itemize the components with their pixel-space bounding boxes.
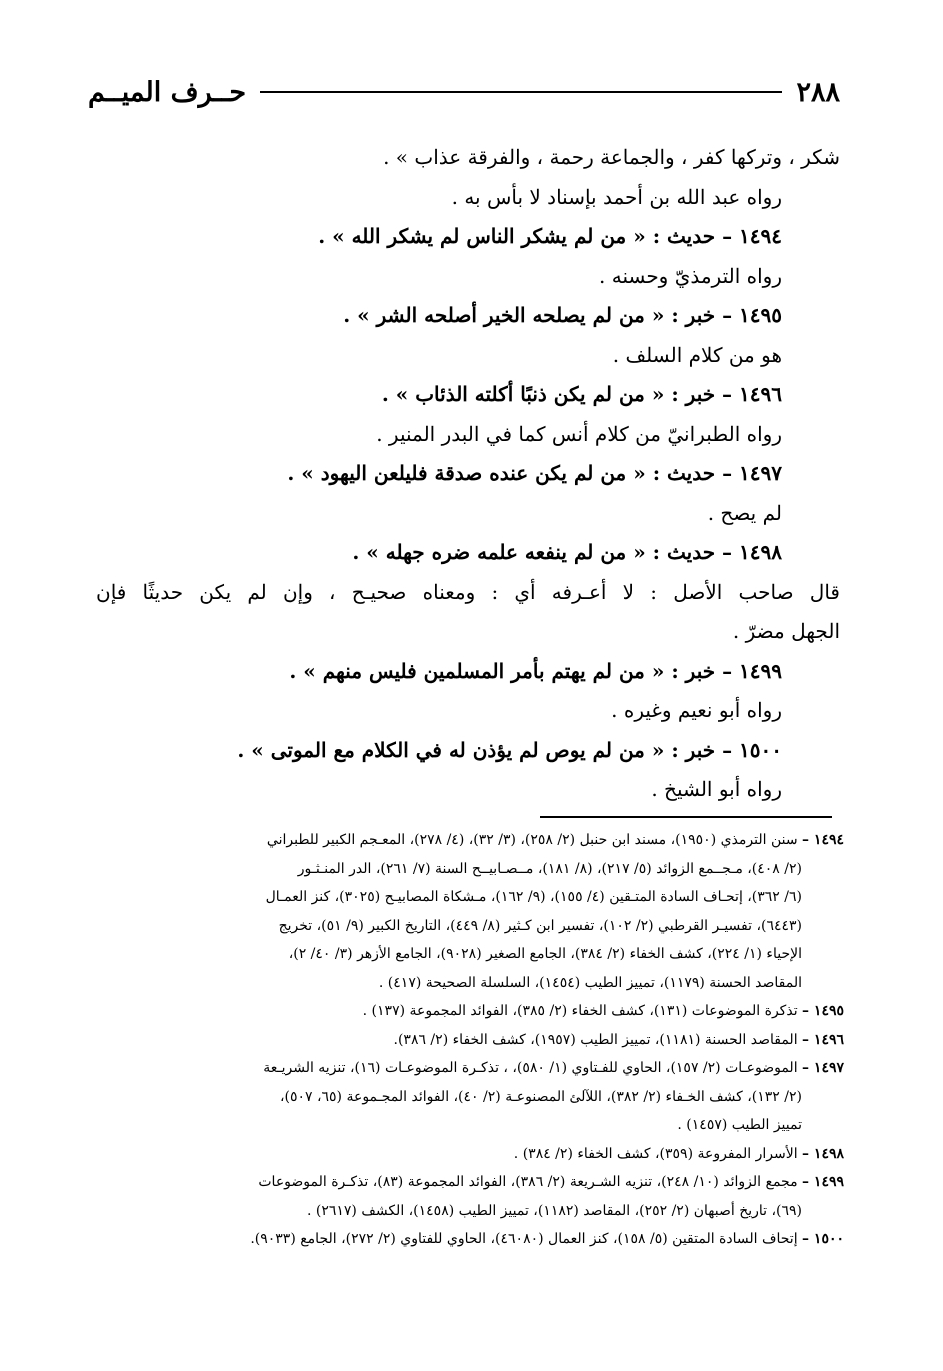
- text-line: رواه عبد الله بن أحمد بإسناد لا بأس به .: [451, 184, 782, 209]
- footnote: [100, 1054, 844, 1140]
- footnote-label: ١٤٩٨ –: [802, 1145, 844, 1162]
- text-line: هو من كلام السلف .: [612, 342, 782, 367]
- page-number: ٢٨٨: [796, 76, 840, 108]
- footnote-separator: [540, 816, 832, 818]
- footnote-first-line: [100, 1140, 844, 1169]
- footnote: [100, 997, 844, 1026]
- hadith-entry: ١٤٩٥ – خبر : « من لم يصلحه الخير أصلحه الشر » .: [343, 303, 782, 327]
- text-line: قال صاحب الأصل : لا أعـرفه أي : ومعناه صحيـح ، وإن لم يكن حديثًا فإن: [96, 579, 840, 604]
- hadith-entry: ١٤٩٤ – حديث : « من لم يشكر الناس لم يشكر الله » .: [318, 224, 782, 248]
- footnote-label: ١٥٠٠ –: [802, 1231, 844, 1247]
- text-line: لم يصح .: [707, 500, 782, 525]
- footnote-text: إتحاف السادة المتقين (٥/ ١٥٨)، كنز العمال (٤٦٠٨٠)، الحاوي للفتاوي (٢/ ٢٧٢)، الجامع (٩٠٣٣).: [250, 1231, 798, 1247]
- hadith-entry: ١٤٩٨ – حديث : « من لم ينفعه علمه ضره جهله » .: [352, 540, 782, 564]
- footnote-first-line: [100, 1054, 844, 1083]
- footnote-first-line: [100, 997, 844, 1026]
- footnote: [100, 826, 844, 997]
- footnote-first-line: [100, 1225, 844, 1254]
- hadith-entry: ١٥٠٠ – خبر : « من لم يوص لم يؤذن له في الكلام مع الموتى » .: [237, 737, 782, 762]
- text-line: رواه الطبرانيّ من كلام أنس كما في البدر المنير .: [376, 421, 782, 446]
- text-line: رواه أبو الشيخ .: [651, 777, 782, 801]
- footnote-label: ١٤٩٤ –: [802, 832, 844, 848]
- hadith-entry: ١٤٩٩ – خبر : « من لم يهتم بأمر المسلمين فليس منهم » .: [289, 658, 782, 683]
- footnote-continuation: (٦٩)، تاريخ أصبهان (٢/ ٢٥٢)، المقاصد (١١٨٢)، تمييز الطيب (١٤٥٨)، الكشف (٢٦١٧) .: [306, 1202, 802, 1219]
- footnote-continuation: تمييز الطيب (١٤٥٧) .: [677, 1117, 802, 1133]
- text-line: شكر ، وتركها كفر ، والجماعة رحمة ، والفرقة عذاب » .: [383, 145, 840, 169]
- footnote-label: ١٤٩٩ –: [802, 1174, 844, 1190]
- page-header: [88, 72, 840, 112]
- footnote: [100, 1026, 844, 1055]
- footnote-label: ١٤٩٥ –: [802, 1003, 844, 1019]
- footnotes: [100, 826, 844, 1254]
- footnote-continuation: (٢/ ١٣٢)، كشف الخـفاء (٢/ ٣٨٢)، اللآلئ المصنوعـة (٢/ ٤٠)، الفوائد المجـموعة (٦٥، ٥٠٧)،: [279, 1088, 802, 1105]
- footnote-continuation: (٢/ ٤٠٨)، مـجــمع الزوائد (٥/ ٢١٧)، (٨/ ١٨١)، مــصـابيــح السنة (٧/ ٢٦١)، الدر المنـثـور: [297, 860, 802, 877]
- footnote-text: المقاصد الحسنة (١١٨١)، تمييز الطيب (١٩٥٧)، كشف الخفاء (٢/ ٣٨٦).: [393, 1031, 798, 1048]
- footnote-continuation: الإحياء (١/ ٢٢٤)، كشف الخفاء (٢/ ٣٨٤)، الجامع الصغير (٩٠٢٨)، الجامع الأزهر (٣/ ٤٠/ ٢)،: [288, 946, 802, 962]
- footnote-continuation: (٦٤٤٣)، تفسيـر القرطبي (٢/ ١٠٢)، تفسير ابن كـثير (٨/ ٤٤٩)، التاريخ الكبير (٩/ ٥١)، تخريج: [278, 917, 802, 934]
- footnote-text: سنن الترمذي (١٩٥٠)، مسند ابن حنبل (٢/ ٢٥٨)، (٣/ ٣٢)، (٤/ ٢٧٨)، المعـجم الكبير للطبراني: [266, 832, 798, 848]
- footnote: [100, 1140, 844, 1169]
- hadith-entry: ١٤٩٦ – خبر : « من لم يكن ذنبًا أكلته الذئاب » .: [381, 382, 782, 406]
- text-line: رواه الترمذيّ وحسنه .: [599, 263, 782, 288]
- footnote-text: تذكرة الموضوعات (١٣١)، كشف الخفاء (٢/ ٣٨٥)، الفوائد المجموعة (١٣٧) .: [362, 1003, 798, 1019]
- footnote-first-line: [100, 1168, 844, 1197]
- footnote-label: ١٤٩٧ –: [802, 1060, 844, 1076]
- footnote-label: ١٤٩٦ –: [802, 1031, 844, 1048]
- header-rule: [260, 91, 782, 93]
- footnote: [100, 1225, 844, 1254]
- hadith-entry: ١٤٩٧ – حديث : « من لم يكن عنده صدقة فليلعن اليهود » .: [287, 461, 782, 485]
- footnote-text: الموضوعـات (٢/ ١٥٧)، الحاوي للفـتاوي (١/ ٥٨٠)، ، تذكـرة الموضوعـات (١٦)، تنزيه الشريـعة: [263, 1060, 798, 1076]
- footnote-first-line: [100, 1026, 844, 1055]
- footnote-text: مجمع الزوائد (١٠/ ٢٤٨)، تنزيه الشـريعة (٢/ ٣٨٦)، الفوائد المجموعة (٨٣)، تذكـرة الموضوعات: [258, 1174, 798, 1190]
- footnote-text: الأسرار المفروعة (٣٥٩)، كشف الخفاء (٢/ ٣٨٤) .: [513, 1145, 798, 1162]
- main-text: [96, 138, 840, 810]
- text-line: الجهل مضرّ .: [732, 619, 840, 643]
- text-line: رواه أبو نعيم وغيره .: [611, 698, 782, 722]
- footnote-continuation: (٦/ ٣٦٢)، إتحـاف السادة المتـقين (٤/ ١٥٥)، (٩/ ١٦٢)، مـشكاة المصابيـح (٣٠٢٥)، كنز العمـال: [265, 889, 802, 905]
- footnote-continuation: المقاصد الحسنة (١١٧٩)، تمييز الطيب (١٤٥٤)، السلسلة الصحيحة (٤١٧) .: [378, 974, 802, 991]
- footnote: [100, 1168, 844, 1225]
- footnote-first-line: [100, 826, 844, 855]
- section-title: حــرف الميــم: [88, 76, 247, 108]
